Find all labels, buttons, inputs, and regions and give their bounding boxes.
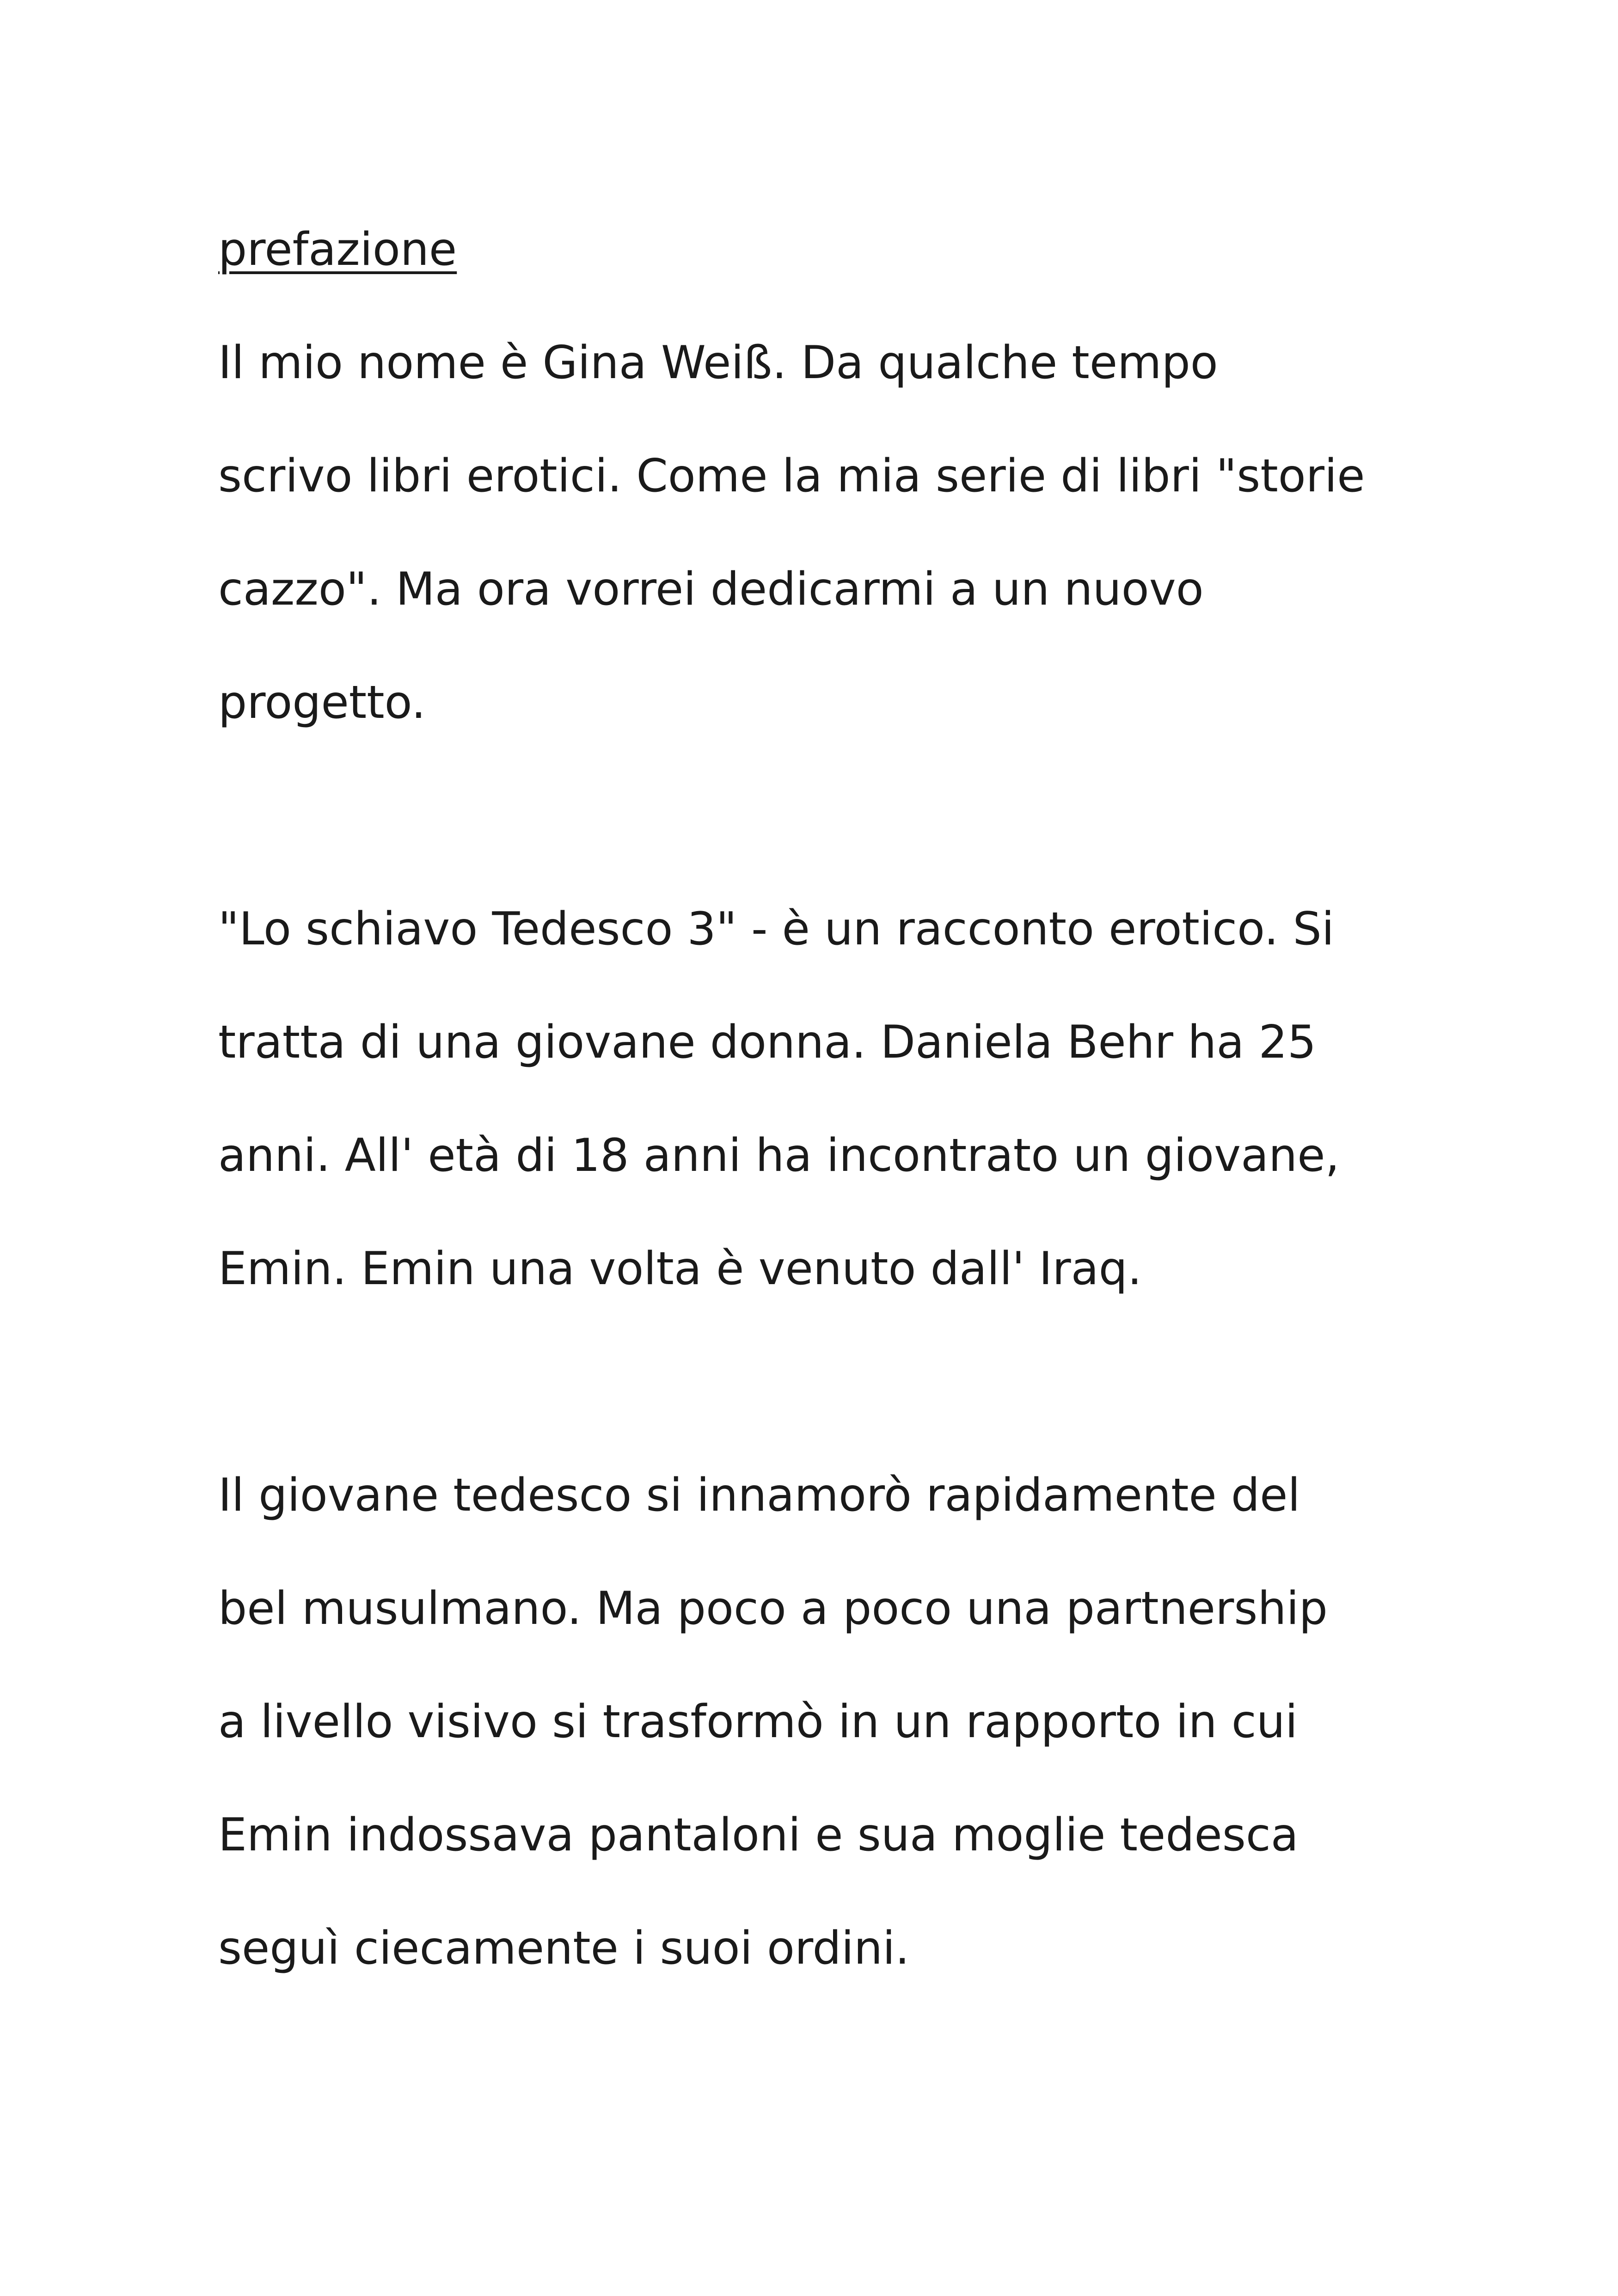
paragraph-line: scrivo libri erotici. Come la mia serie di libri "storie [218, 450, 1365, 502]
paragraph-line: Emin indossava pantaloni e sua moglie tedesca [218, 1809, 1299, 1861]
paragraph-line: Il giovane tedesco si innamorò rapidamente del [218, 1469, 1300, 1522]
paragraph-line: tratta di una giovane donna. Daniela Behr ha 25 [218, 1016, 1317, 1069]
paragraph-line: seguì ciecamente i suoi ordini. [218, 1922, 910, 1975]
paragraph-line: a livello visivo si trasformò in un rapporto in cui [218, 1696, 1298, 1748]
paragraph-line: Il mio nome è Gina Weiß. Da qualche tempo [218, 337, 1218, 389]
paragraph-line: progetto. [218, 676, 426, 729]
paragraph-line: "Lo schiavo Tedesco 3" - è un racconto erotico. Si [218, 903, 1335, 955]
paragraph-line: Emin. Emin una volta è venuto dall' Iraq. [218, 1243, 1142, 1295]
document-heading: prefazione [218, 223, 457, 276]
paragraph-line: bel musulmano. Ma poco a poco una partnership [218, 1582, 1328, 1635]
paragraph-line: cazzo". Ma ora vorrei dedicarmi a un nuovo [218, 563, 1204, 616]
paragraph-line: anni. All' età di 18 anni ha incontrato un giovane, [218, 1129, 1340, 1182]
